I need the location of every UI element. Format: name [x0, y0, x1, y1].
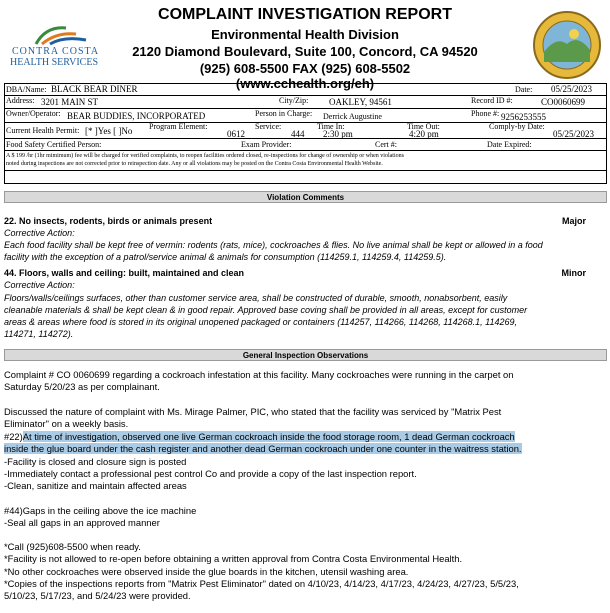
cert-label: Cert #:	[375, 140, 397, 149]
fee-note-line2: noted during inspections are not corrected prior to reinspection date. Any or all violations may be posted on the Contra Costa Environmental Health Website.	[6, 161, 383, 167]
observation-line: 5/10/23, 5/17/23, and 5/24/23 were provided.	[4, 590, 191, 602]
record-value: CO0060699	[541, 97, 586, 107]
observation-line: #44)Gaps in the ceiling above the ice machine	[4, 505, 197, 516]
comply-label: Comply-by Date:	[489, 122, 545, 131]
violation-44-text	[4, 292, 604, 340]
exam-label: Exam Provider:	[241, 140, 292, 149]
observation-line	[4, 443, 606, 455]
record-label: Record ID #:	[471, 96, 513, 105]
facility-info-grid	[4, 83, 607, 184]
owner-label: Owner/Operator:	[6, 109, 61, 118]
cityzip-value: OAKLEY, 94561	[329, 97, 392, 107]
service-value: 444	[291, 129, 305, 139]
violation-44-heading: 44. Floors, walls and ceiling: built, maintained and clean	[4, 268, 245, 278]
violation-44-severity: Minor	[561, 268, 586, 278]
expired-label: Date Expired:	[487, 140, 532, 149]
address-label: Address:	[6, 96, 35, 105]
phone-value: 9256253555	[501, 112, 546, 122]
violation-22-line: Each food facility shall be kept free of vermin: rodents (rats, mice), cockroaches & flies. No live animal shall be kept or allowed in a food	[4, 240, 543, 250]
comply-value: 05/25/2023	[553, 129, 595, 139]
fsc-label: Food Safety Certified Person:	[6, 140, 102, 149]
observations-header: General Inspection Observations	[4, 349, 607, 361]
program-label: Program Element:	[149, 122, 208, 131]
report-title: COMPLAINT INVESTIGATION REPORT	[158, 6, 452, 23]
observation-line: Eliminator" on a weekly basis.	[4, 418, 129, 430]
division-address: 2120 Diamond Boulevard, Suite 100, Concord, CA 94520	[132, 44, 478, 59]
highlighted-text: At time of investigation, observed one live German cockroach inside the food storage room, 1 dead German cockroach	[22, 431, 515, 442]
observation-line: -Facility is closed and closure sign is posted	[4, 455, 187, 467]
violation-22-ca-label: Corrective Action:	[4, 228, 75, 238]
phone-label: Phone #:	[471, 109, 500, 118]
owner-value: BEAR BUDDIES, INCORPORATED	[67, 111, 206, 121]
logo-line1: CONTRA COSTA	[12, 46, 100, 57]
highlighted-text: inside the glue board under the cash register and another dead German cockroach under one counter in the waitress station.	[4, 443, 522, 455]
fee-note-line1: A $ 199 /hr (1hr mimimum) fee will be charged for verified complaints, to reopen facilities ordered closed, re-inspections for change of ownership or when violations	[6, 153, 404, 159]
service-label: Service:	[255, 122, 282, 131]
violation-44-line: cleanable materials & shall be kept clean & in good repair. Approved base coving shall be provided in all areas, except for customer	[4, 305, 528, 315]
dba-label: DBA/Name:	[6, 85, 47, 94]
violation-22-heading: 22. No insects, rodents, birds or animals present	[4, 216, 213, 226]
violation-44-line: 114271, 114272).	[4, 329, 74, 339]
observation-line	[4, 431, 606, 443]
county-seal-icon	[532, 10, 602, 80]
pic-label: Person in Charge:	[255, 109, 313, 118]
violation-44-line: Floors/walls/ceilings surfaces, other than customer service area, shall be constructed of durable, smooth, nonabsorbent, easily	[4, 293, 508, 303]
timein-value: 2:30 pm	[323, 129, 353, 139]
violation-44-line: areas & areas where food is stored in its original unopened packaged or containers (114257, 114266, 114268, 114268.1, 114269,	[4, 317, 518, 327]
permit-label: Current Health Permit:	[6, 126, 80, 135]
violation-ref: #22)	[4, 431, 23, 442]
observation-line: *No other cockroaches were observed inside the glue boards in the kitchen, utensil washing area.	[4, 565, 409, 577]
observation-line: *Facility is not allowed to re-open before obtaining a written approval from Contra Costa Environmental Health.	[4, 553, 463, 565]
division-contact: (925) 608-5500 FAX (925) 608-5502 (www.cchealth.org/eh)	[199, 61, 411, 91]
observation-line: Saturday 5/20/23 as per complainant.	[4, 381, 160, 393]
observation-paragraph-3	[4, 431, 606, 492]
violation-22-line: facility with the exception of a patrol/service animal & animals for consumption (114259.1, 114259.4, 114259.5).	[4, 252, 447, 262]
pic-value: Derrick Augustine	[323, 112, 382, 121]
contra-costa-logo	[6, 14, 126, 70]
observation-paragraph-4	[4, 505, 606, 530]
observation-line: *Call (925)608-5500 when ready.	[4, 541, 141, 552]
logo-line2: HEALTH SERVICES	[10, 57, 99, 68]
observation-line: *Copies of the inspections reports from "Matrix Pest Eliminator" dated on 4/10/23, 4/14/23, 4/17/23, 4/24/23, 4/27/23, 5/5/23,	[4, 577, 519, 589]
violation-22-text	[4, 239, 604, 263]
division-name: Environmental Health Division	[211, 27, 399, 42]
date-value: 05/25/2023	[551, 84, 593, 94]
cityzip-label: City/Zip:	[279, 96, 309, 105]
violation-44-ca-label: Corrective Action:	[4, 280, 75, 290]
permit-value: [* ]Yes [ ]No	[85, 126, 133, 136]
dba-value: BLACK BEAR DINER	[51, 84, 138, 94]
observation-paragraph-2	[4, 406, 606, 431]
violation-22-severity: Major	[561, 216, 586, 226]
observation-line: -Clean, sanitize and maintain affected areas	[4, 480, 187, 492]
address-value: 3201 MAIN ST	[41, 97, 99, 107]
violation-comments-header: Violation Comments	[4, 191, 607, 203]
timein-label: Time In:	[317, 122, 345, 131]
observation-paragraph-1	[4, 369, 606, 394]
timeout-value: 4:20 pm	[409, 129, 439, 139]
observation-line: -Seal all gaps in an approved manner	[4, 517, 160, 529]
date-label: Date:	[515, 85, 533, 94]
program-value: 0612	[227, 129, 245, 139]
timeout-label: Time Out:	[407, 122, 440, 131]
observation-line: -Immediately contact a professional pest control Co and provide a copy of the last inspection report.	[4, 467, 417, 479]
observation-line: Discussed the nature of complaint with Ms. Mirage Palmer, PIC, who stated that the facility was serviced by "Matrix Pest	[4, 406, 502, 417]
observation-paragraph-5	[4, 541, 606, 602]
observation-line: Complaint # CO 0060699 regarding a cockroach infestation at this facility. Many cockroaches were running in the carpet on	[4, 369, 514, 380]
